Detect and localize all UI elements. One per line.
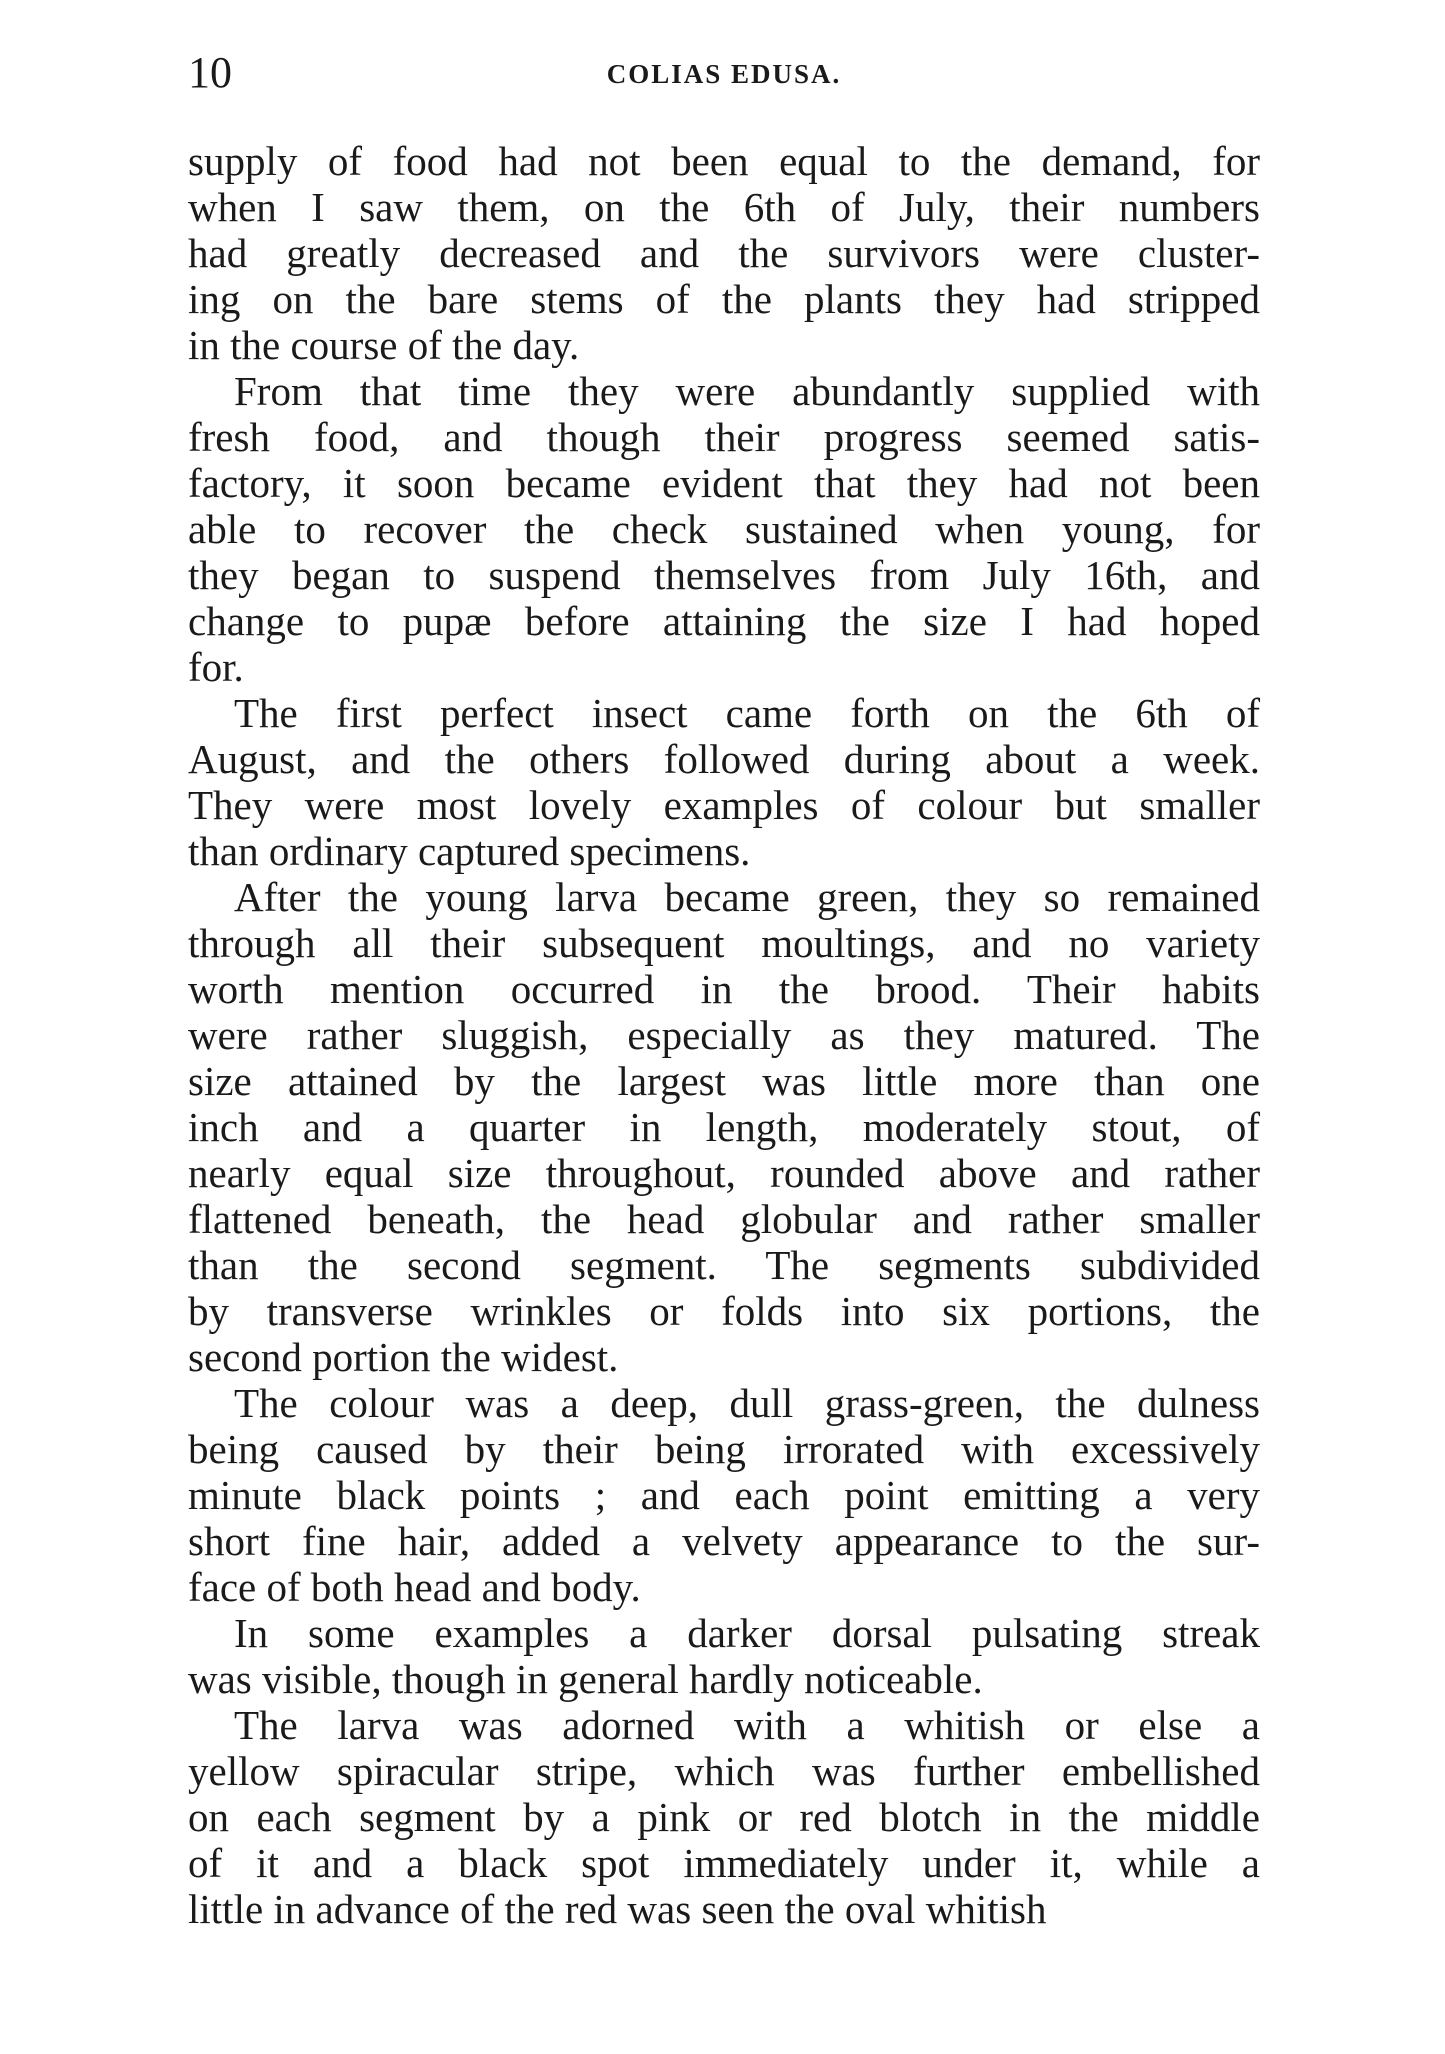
text-line: than the second segment. The segments subdivided [188, 1242, 1260, 1288]
text-line: was visible, though in general hardly noticeable. [188, 1656, 983, 1702]
paragraph [188, 138, 1260, 368]
text-line: flattened beneath, the head globular and rather smaller [188, 1196, 1260, 1242]
text-line: face of both head and body. [188, 1564, 641, 1610]
page-number: 10 [188, 48, 232, 97]
page-header [188, 48, 1260, 98]
text-line: of it and a black spot immediately under it, while a [188, 1840, 1260, 1886]
text-line: supply of food had not been equal to the demand, for [188, 138, 1260, 184]
text-line: inch and a quarter in length, moderately stout, of [188, 1104, 1260, 1150]
text-line: for. [188, 644, 244, 690]
text-line: The first perfect insect came forth on the 6th of [234, 690, 1260, 736]
paragraph [188, 874, 1260, 1380]
text-line: being caused by their being irrorated with excessively [188, 1426, 1260, 1472]
text-line: second portion the widest. [188, 1334, 619, 1380]
text-line: minute black points ; and each point emitting a very [188, 1472, 1260, 1518]
text-line: They were most lovely examples of colour but smaller [188, 782, 1260, 828]
paragraph [188, 1380, 1260, 1610]
body-text [188, 138, 1260, 1932]
text-line: In some examples a darker dorsal pulsating streak [234, 1610, 1260, 1656]
text-line: by transverse wrinkles or folds into six portions, the [188, 1288, 1260, 1334]
text-line: on each segment by a pink or red blotch in the middle [188, 1794, 1260, 1840]
text-line: able to recover the check sustained when young, for [188, 506, 1260, 552]
text-line: were rather sluggish, especially as they matured. The [188, 1012, 1260, 1058]
text-line: ing on the bare stems of the plants they had stripped [188, 276, 1260, 322]
text-line: fresh food, and though their progress seemed satis- [188, 414, 1260, 460]
paragraph [188, 690, 1260, 874]
text-line: The colour was a deep, dull grass-green, the dulness [234, 1380, 1260, 1426]
text-line: After the young larva became green, they so remained [234, 874, 1260, 920]
text-line: factory, it soon became evident that they had not been [188, 460, 1260, 506]
paragraph [188, 368, 1260, 690]
running-title: COLIAS EDUSA. [606, 59, 842, 89]
text-line: they began to suspend themselves from July 16th, and [188, 552, 1260, 598]
text-line: little in advance of the red was seen the oval whitish [188, 1886, 1047, 1932]
text-line: From that time they were abundantly supplied with [234, 368, 1260, 414]
text-line: than ordinary captured specimens. [188, 828, 751, 874]
text-line: worth mention occurred in the brood. Their habits [188, 966, 1260, 1012]
text-line: nearly equal size throughout, rounded above and rather [188, 1150, 1260, 1196]
text-line: through all their subsequent moultings, and no variety [188, 920, 1260, 966]
text-line: The larva was adorned with a whitish or else a [234, 1702, 1260, 1748]
text-line: had greatly decreased and the survivors were cluster- [188, 230, 1260, 276]
text-line: when I saw them, on the 6th of July, their numbers [188, 184, 1260, 230]
text-line: August, and the others followed during about a week. [188, 736, 1260, 782]
text-line: change to pupæ before attaining the size I had hoped [188, 598, 1260, 644]
paragraph [188, 1610, 1260, 1702]
text-line: yellow spiracular stripe, which was further embellished [188, 1748, 1260, 1794]
text-line: short fine hair, added a velvety appearance to the sur- [188, 1518, 1260, 1564]
text-line: in the course of the day. [188, 322, 580, 368]
paragraph [188, 1702, 1260, 1932]
text-line: size attained by the largest was little more than one [188, 1058, 1260, 1104]
